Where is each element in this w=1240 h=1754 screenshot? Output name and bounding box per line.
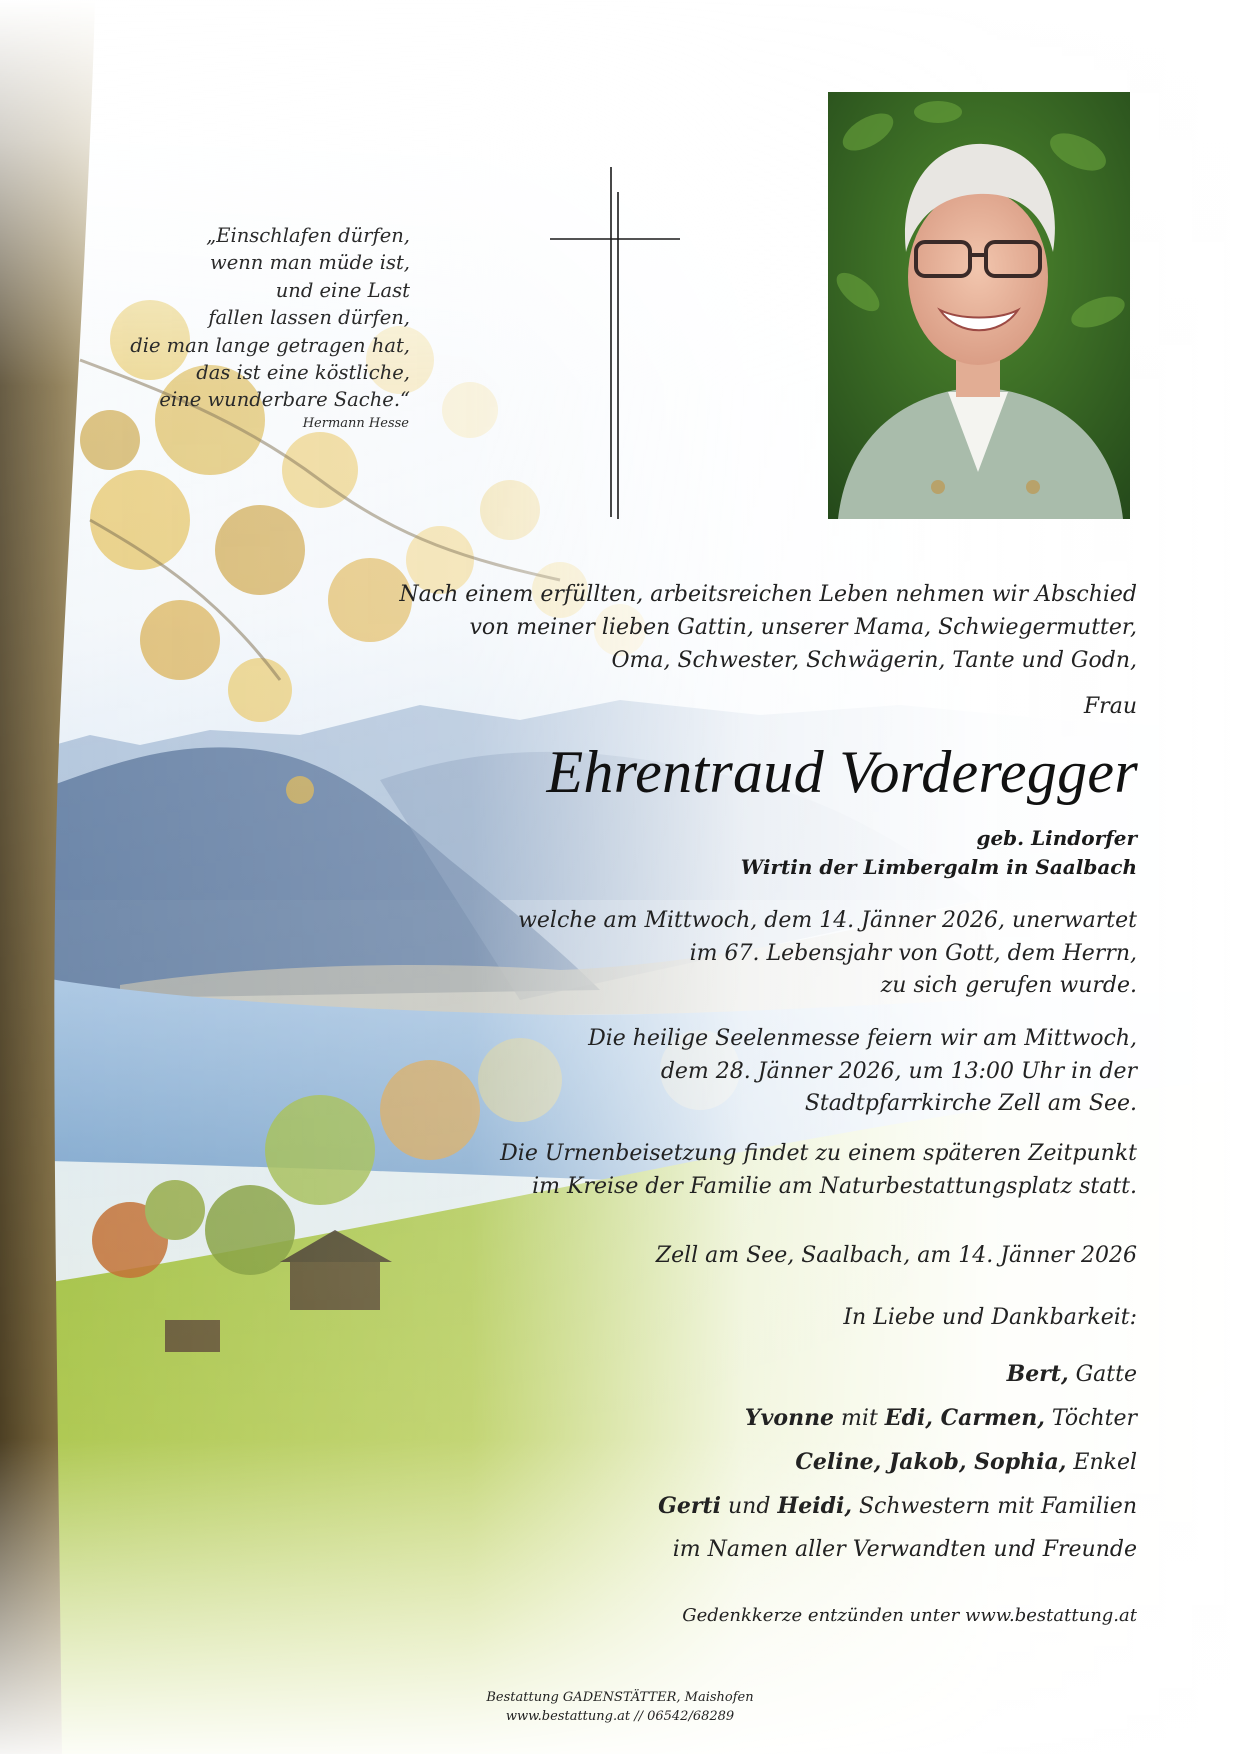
- mourner-daughters: [745, 1405, 1137, 1431]
- quote-line: die man lange getragen hat,: [130, 333, 410, 357]
- mourner-husband: [1007, 1361, 1137, 1387]
- death-notice-line: welche am Mittwoch, dem 14. Jänner 2026, unerwartet: [518, 908, 1137, 933]
- portrait-photo: [828, 92, 1130, 519]
- quote-line: und eine Last: [275, 278, 410, 302]
- mourner-relatives: im Namen aller Verwandten und Freunde: [672, 1537, 1137, 1562]
- quote-text: [110, 222, 410, 414]
- quote-author: Hermann Hesse: [302, 416, 409, 431]
- mourner-connector: und: [721, 1494, 778, 1519]
- mass-line: Stadtpfarrkirche Zell am See.: [804, 1091, 1137, 1116]
- place-date: Zell am See, Saalbach, am 14. Jänner 2026: [655, 1243, 1137, 1268]
- mass-line: dem 28. Jänner 2026, um 13:00 Uhr in der: [660, 1058, 1137, 1084]
- birth-name: geb. Lindorfer: [976, 826, 1137, 850]
- quote-line: wenn man müde ist,: [210, 251, 410, 275]
- mourner-grandchildren: [795, 1449, 1137, 1475]
- mourner-sisters: [658, 1493, 1137, 1519]
- death-notice-line: zu sich gerufen wurde.: [880, 973, 1137, 998]
- occupation: Wirtin der Limbergalm in Saalbach: [740, 855, 1137, 879]
- intro-line: Oma, Schwester, Schwägerin, Tante und Godn,: [611, 648, 1137, 673]
- mourner-name: Heidi,: [777, 1493, 852, 1519]
- mourner-name: Yvonne: [744, 1405, 835, 1431]
- mourner-name: Celine, Jakob, Sophia,: [795, 1449, 1067, 1475]
- intro-text: [377, 578, 1137, 677]
- cross-icon: [550, 167, 680, 519]
- mourner-name: Edi, Carmen,: [884, 1405, 1045, 1431]
- mass-notice: [437, 1023, 1137, 1121]
- mourner-role: Schwestern mit Familien: [851, 1494, 1137, 1519]
- salutation: Frau: [1083, 694, 1137, 719]
- memorial-candle-link[interactable]: Gedenkkerze entzünden unter www.bestattung.at: [682, 1605, 1137, 1626]
- mourner-role: Töchter: [1044, 1406, 1137, 1431]
- deceased-name: Ehrentraud Vorderegger: [546, 739, 1138, 805]
- burial-line: im Kreise der Familie am Naturbestattungsplatz statt.: [532, 1173, 1137, 1199]
- burial-notice: [437, 1138, 1137, 1203]
- burial-line: Die Urnenbeisetzung findet zu einem späteren Zeitpunkt: [500, 1141, 1137, 1166]
- quote-line: „Einschlafen dürfen,: [206, 224, 410, 247]
- footer-contact[interactable]: www.bestattung.at // 06542/68289: [505, 1709, 735, 1724]
- death-notice-line: im 67. Lebensjahr von Gott, dem Herrn,: [689, 940, 1137, 966]
- mourner-connector: mit: [834, 1406, 885, 1431]
- mourner-role: Enkel: [1066, 1450, 1137, 1475]
- quote-line: das ist eine köstliche,: [196, 361, 410, 385]
- intro-line: Nach einem erfüllten, arbeitsreichen Leben nehmen wir Abschied: [399, 582, 1137, 607]
- death-notice: [437, 905, 1137, 1003]
- thanks-heading: In Liebe und Dankbarkeit:: [843, 1305, 1137, 1330]
- mourner-name: Bert,: [1006, 1361, 1069, 1387]
- quote-line: fallen lassen dürfen,: [208, 306, 410, 330]
- quote-line: eine wunderbare Sache.“: [159, 388, 410, 412]
- mourner-role: Gatte: [1068, 1362, 1137, 1387]
- intro-line: von meiner lieben Gattin, unserer Mama, Schwiegermutter,: [469, 615, 1137, 640]
- mourner-name: Gerti: [658, 1493, 722, 1519]
- footer-company: Bestattung GADENSTÄTTER, Maishofen: [486, 1690, 754, 1705]
- mass-line: Die heilige Seelenmesse feiern wir am Mittwoch,: [588, 1026, 1137, 1051]
